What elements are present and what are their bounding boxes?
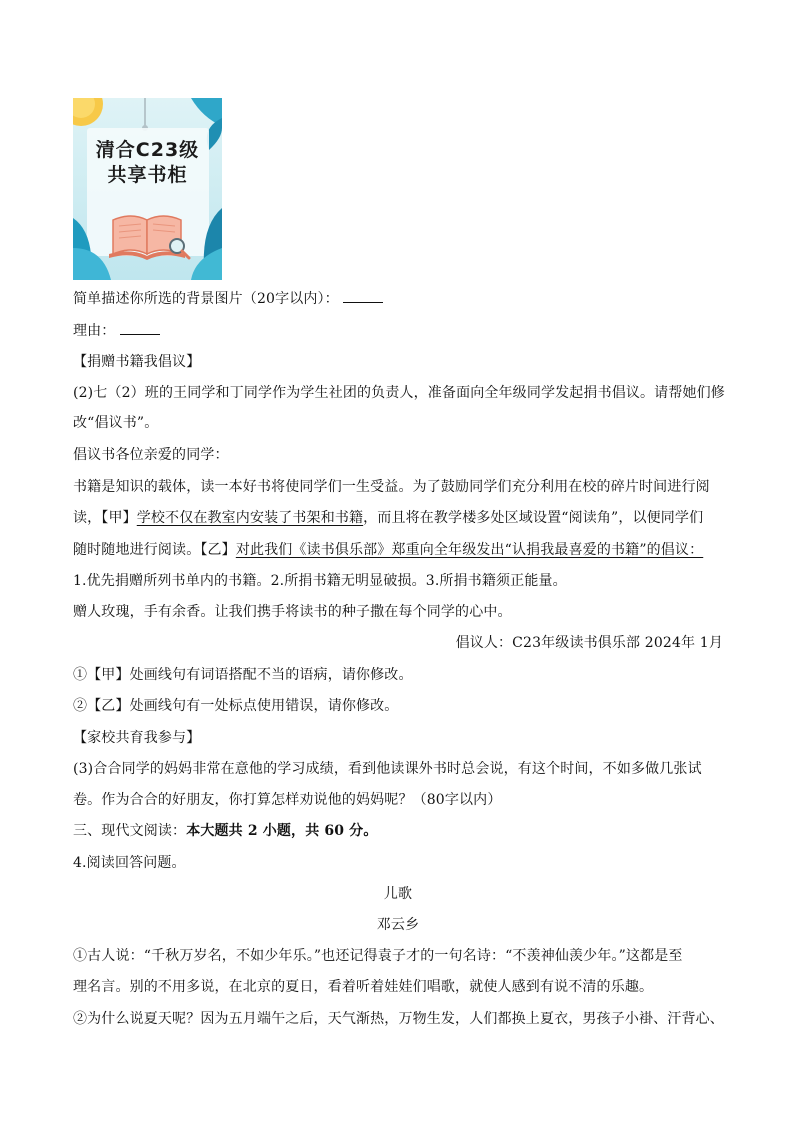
reason-answer-blank[interactable] <box>120 322 160 335</box>
section-family-heading: 【家校共育我参与】 <box>73 730 201 746</box>
proposal-signature: 倡议人：C23年级读书俱乐部 2024年 1月 <box>455 635 723 651</box>
underlined-sentence-jia: 学校不仅在教室内安装了书架和书籍 <box>136 510 364 526</box>
poster-illustration <box>73 98 222 280</box>
reason-label: 理由： <box>73 323 116 339</box>
bookshelf-poster-image <box>73 98 222 280</box>
body-line2-rest: ，而且将在教学楼多处区域设置“阅读角”，以便同学们 <box>363 510 704 526</box>
describe-answer-blank[interactable] <box>343 290 383 303</box>
proposal-body-line2 <box>73 509 723 527</box>
part-3-label: 三、现代文阅读： <box>73 823 187 839</box>
article-title: 儿歌 <box>383 886 413 902</box>
paragraph-2-line1: ②为什么说夏天呢？因为五月端午之后，天气渐热，万物生发，人们都换上夏衣，男孩子小褂、汗背心、 <box>73 1011 724 1027</box>
poster-title-line2: 共享书柜 <box>107 164 188 186</box>
question-3-line1: (3)合合同学的妈妈非常在意他的学习成绩，看到他读课外书时总会说，有这个时间，不如多做几张试 <box>73 761 702 777</box>
describe-label: 简单描述你所选的背景图片（20字以内）： <box>73 291 339 307</box>
question-4: 4.阅读回答问题。 <box>73 855 186 871</box>
question-2-line1: (2)七（2）班的王同学和丁同学作为学生社团的负责人，准备面向全年级同学发起捐书倡议。请帮她们修 <box>73 385 725 401</box>
marker-yi: 随时随地进行阅读。【乙】 <box>73 542 236 558</box>
proposal-greeting: 倡议书各位亲爱的同学： <box>73 447 229 463</box>
proposal-closing: 赠人玫瑰，手有余香。让我们携手将读书的种子撒在每个同学的心中。 <box>73 604 512 620</box>
question-3-line2: 卷。作为合合的好朋友，你打算怎样劝说他的妈妈呢？（80字以内） <box>73 792 502 808</box>
section-donate-heading: 【捐赠书籍我倡议】 <box>73 354 201 370</box>
describe-line <box>73 290 723 308</box>
proposal-body-line1: 书籍是知识的载体，读一本好书将使同学们一生受益。为了鼓励同学们充分利用在校的碎片时间进行阅 <box>73 479 710 495</box>
part-3-detail: 本大题共 2 小题，共 60 分。 <box>186 823 378 839</box>
reason-line <box>73 322 723 340</box>
poster-title-line1: 清合C23级 <box>95 139 200 161</box>
sub-question-2: ②【乙】处画线句有一处标点使用错误，请你修改。 <box>73 698 399 714</box>
underlined-sentence-yi: 对此我们《读书俱乐部》郑重向全年级发出“认捐我最喜爱的书籍”的倡议： <box>235 542 704 558</box>
paragraph-1-line2: 理名言。别的不用多说，在北京的夏日，看着听着娃娃们唱歌，就使人感到有说不清的乐趣。 <box>73 979 654 995</box>
article-author: 邓云乡 <box>376 917 420 933</box>
question-2-line2: 改“倡议书”。 <box>73 415 159 431</box>
sub-question-1: ①【甲】处画线句有词语搭配不当的语病，请你修改。 <box>73 667 413 683</box>
paragraph-1-line1: ①古人说：“千秋万岁名，不如少年乐。”也还记得袁子才的一句名诗：“不羡神仙羡少年。”这都是至 <box>73 948 683 964</box>
proposal-body-line3 <box>73 541 723 559</box>
proposal-rules: 1.优先捐赠所列书单内的书籍。2.所捐书籍无明显破损。3.所捐书籍须正能量。 <box>73 573 567 589</box>
marker-jia: 读，【甲】 <box>73 510 137 526</box>
part-3-heading <box>73 822 723 840</box>
